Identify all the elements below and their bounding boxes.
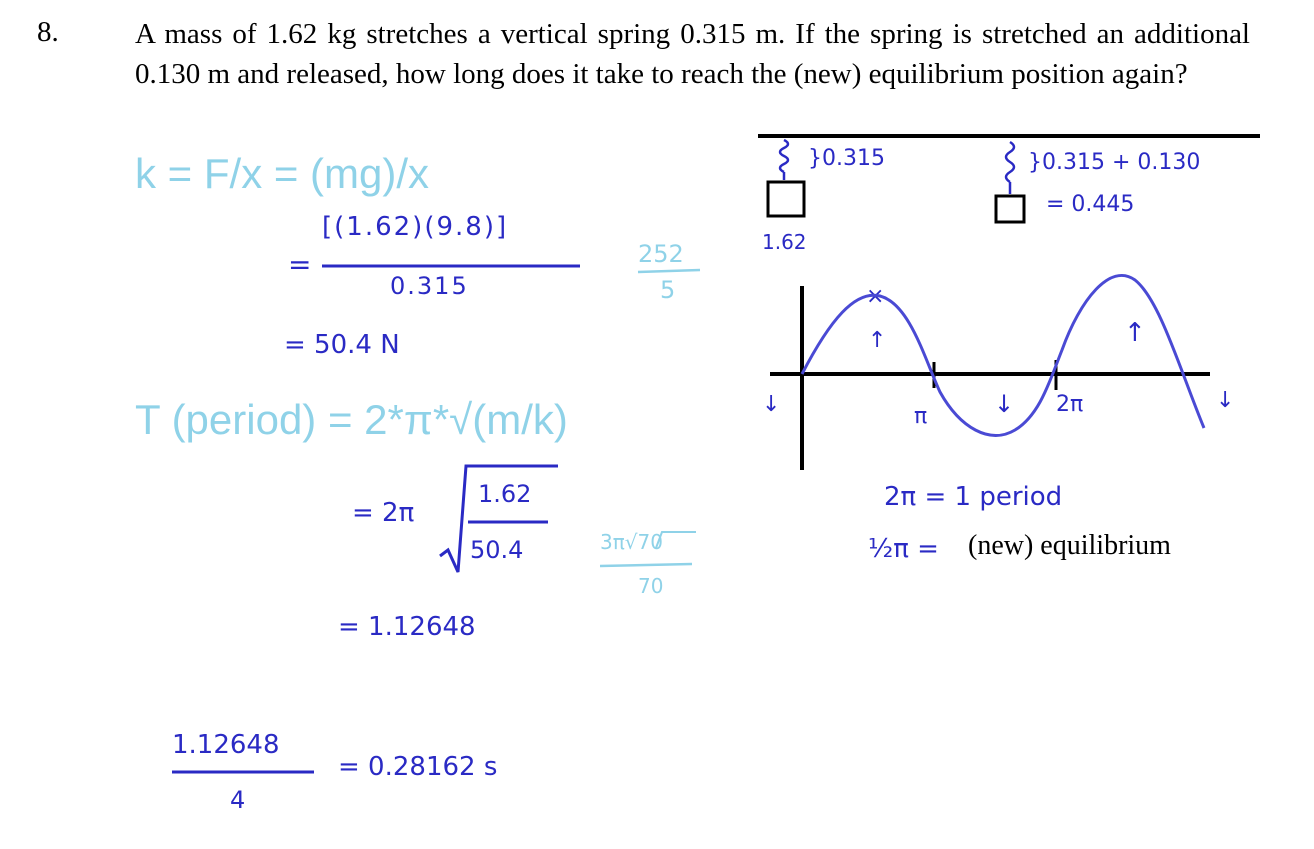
axis-label-pi: π <box>914 404 928 429</box>
sine-wave <box>802 275 1204 435</box>
final-denominator: 4 <box>230 786 246 814</box>
side-sqrt-sign <box>656 532 696 548</box>
period-denominator: 50.4 <box>470 536 524 564</box>
period-note: 2π = 1 period <box>884 482 1063 512</box>
mass-label: 1.62 <box>762 230 807 254</box>
period-formula: T (period) = 2*π*√(m/k) <box>135 396 568 443</box>
sc-denominator: 0.315 <box>390 272 469 300</box>
half-pi-note: (new) equilibrium <box>968 530 1171 561</box>
spring2-coil <box>1006 142 1014 182</box>
mass-block-1 <box>768 182 804 216</box>
peak-mark: × <box>866 284 885 309</box>
question-number: 8. <box>37 16 59 48</box>
period-side-numerator: 3π√70 <box>600 530 663 554</box>
sqrt-sign <box>440 466 558 572</box>
sc-side-numerator: 252 <box>638 240 684 268</box>
spring2-total: = 0.445 <box>1046 192 1135 217</box>
spring1-label: }0.315 <box>808 146 885 171</box>
arrow-up-2: ↑ <box>1124 318 1146 348</box>
sc-result: = 50.4 N <box>284 330 400 360</box>
period-side-fraction-bar <box>600 564 692 566</box>
arrow-up-1: ↑ <box>868 328 887 353</box>
half-pi-prefix: ½π = <box>868 534 939 564</box>
arrow-down-1: ↓ <box>762 392 781 417</box>
arrow-down-3: ↓ <box>1216 388 1235 413</box>
period-result: = 1.12648 <box>338 612 476 642</box>
period-prefix: = 2π <box>352 498 415 528</box>
final-result: = 0.28162 s <box>338 752 498 782</box>
sc-side-denominator: 5 <box>660 276 676 304</box>
sc-numerator: [(1.62)(9.8)] <box>322 212 509 242</box>
final-numerator: 1.12648 <box>172 730 280 760</box>
question-text: A mass of 1.62 kg stretches a vertical spring 0.315 m. If the spring is stretched an additional 0.130 m and released, how long does it take to reach the (new) equilibrium position again? <box>135 18 1250 90</box>
mass-block-2 <box>996 196 1024 222</box>
arrow-down-2: ↓ <box>994 390 1015 418</box>
spring2-label: }0.315 + 0.130 <box>1028 150 1201 175</box>
sc-side-fraction-bar <box>638 270 700 272</box>
spring1-coil <box>780 140 788 172</box>
spring-constant-formula: k = F/x = (mg)/x <box>135 150 430 197</box>
period-numerator: 1.62 <box>478 480 532 508</box>
sc-equals-sign: = <box>288 248 312 281</box>
period-side-denominator: 70 <box>638 574 664 598</box>
axis-label-2pi: 2π <box>1056 392 1084 417</box>
